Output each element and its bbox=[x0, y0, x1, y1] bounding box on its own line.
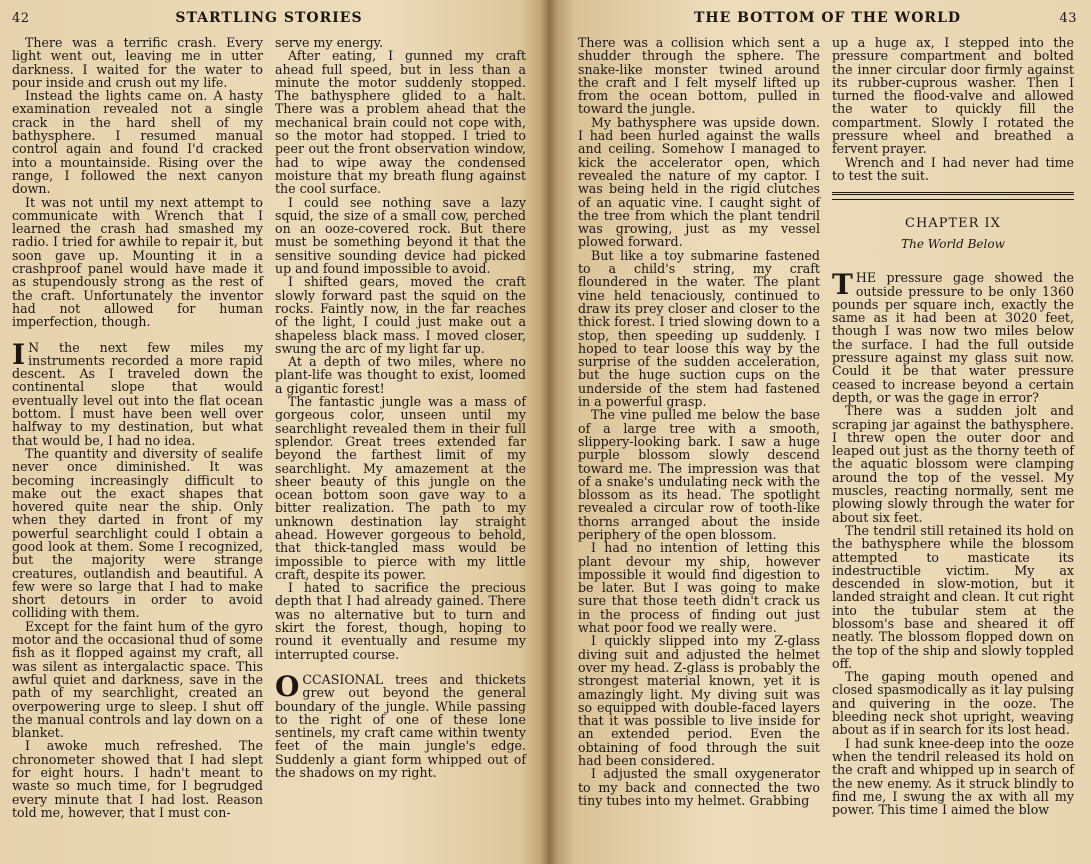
paragraph: There was a terrific crash. Every light went out, leaving me in utter darkness. I waited for the water to pour inside and crush out my life. bbox=[12, 35, 263, 90]
paragraph: There was a collision which sent a shudder through the sphere. The snake-like monster twined around the craft and I felt myself lifted up from the ocean bottom, pulled in toward the jungle. bbox=[578, 35, 820, 117]
drop-cap-paragraph bbox=[275, 669, 526, 781]
paragraph: Instead the lights came on. A hasty examination revealed not a single crack in the hard shell of my bathysphere. I resumed manual control again and found I'd cracked into a mountainside. Rising over the range, I followed the next canyon down. bbox=[12, 88, 263, 197]
paragraph: Except for the faint hum of the gyro motor and the occasional thud of some fish as it flopped against my craft, all was silent as intergalactic space. This awful quiet and darkness, save in the path of my searchlight, created an overpowering urge to sleep. I shut off the manual controls and lay down on a blanket. bbox=[12, 618, 263, 741]
paragraph: But like a toy submarine fastened to a child's string, my craft floundered in the water. The plant vine held tenaciously, continued to draw its prey closer and closer to the thick forest. I tried slowing down to a stop, then speeding up suddenly. I hoped to tear loose this way by the surprise of the sudden acceleration, but the huge suction cups on the underside of the stem had fastened in a powerful grasp. bbox=[578, 247, 820, 410]
paragraph: My bathysphere was upside down. I had been hurled against the walls and ceiling. Somehow I managed to kick the accelerator open, which revealed the nature of my captor. I was being held in the rigid clutches of an aquatic vine. I caught sight of the tree from which the plant tendril was growing, just as my vessel plowed forward. bbox=[578, 114, 820, 250]
paragraph: The tendril still retained its hold on the bathysphere while the blossom attempted to masticate its indestructible victim. My ax descended in slow-motion, but it landed straight and clean. It cut right into the tubular stem at the blossom's base and sheared it off neatly. The blossom flopped down on the top of the ship and slowly toppled off. bbox=[832, 522, 1074, 671]
right-page-number: 43 bbox=[1059, 11, 1077, 26]
paragraph: The quantity and diversity of sealife never once diminished. It was becoming increasingly difficult to make out the exact shapes that hovered quite near the ship. Only when they darted in front of my powerful searchlight could I obtain a good look at them. Some I recognized, but the majority were strange creatures, outlandish and beautiful. A few were so large that I had to make short detours in order to avoid colliding with them. bbox=[12, 445, 263, 621]
paragraph: I had no intention of letting this plant devour my ship, however impossible it would find digestion to be later. But I was going to make sure that those teeth didn't crack us in the process of finding out just what poor food we really were. bbox=[578, 540, 820, 636]
right-column-2 bbox=[832, 36, 1074, 816]
drop-cap-paragraph bbox=[12, 337, 263, 448]
drop-cap-text: CCASIONAL trees and thickets grew out beyond the general boundary of the jungle. While passing to the right of one of these lone sentinels, my craft came within twenty feet of the main jungle's edge. Suddenly a giant form whipped out of the shadows on my right. bbox=[275, 671, 526, 781]
paragraph: I quickly slipped into my Z-glass diving suit and adjusted the helmet over my head. Z-glass is probably the strongest material known, yet it is amazingly light. My diving suit was so equipped with double-faced layers that it was possible to live inside for an extended period. Even the obtaining of food through the suit had been considered. bbox=[578, 633, 820, 769]
paragraph: I had sunk knee-deep into the ooze when the tendril released its hold on the craft and whipped up in search of the new enemy. As it struck blindly to find me, I swung the ax with all my power. This time I aimed the blow bbox=[832, 735, 1074, 818]
chapter-rule bbox=[832, 192, 1074, 195]
paragraph: I shifted gears, moved the craft slowly forward past the squid on the rocks. Faintly now, in the far reaches of the light, I could just make out a shapeless black mass. I moved closer, swung the arc of my light far up. bbox=[275, 274, 526, 356]
paragraph: I hated to sacrifice the precious depth that I had already gained. There was no alternative but to turn and skirt the forest, though, hoping to round it eventually and resume my interrupted course. bbox=[275, 580, 526, 662]
paragraph: The gaping mouth opened and closed spasmodically as it lay pulsing and quivering in the ooze. The bleeding neck shot upright, weaving about as if in search for its lost head. bbox=[832, 669, 1074, 738]
left-column-1 bbox=[12, 36, 263, 819]
paragraph: The fantastic jungle was a mass of gorgeous color, unseen until my searchlight revealed them in their full splendor. Great trees extended far beyond the farthest limit of my searchlight. My amazement at the sheer beauty of this jungle on the ocean bottom soon gave way to a bitter realization. The path to my unknown destination lay straight ahead. However gorgeous to behold, that thick-tangled mass would be impossible to pierce with my little craft, despite its power. bbox=[275, 394, 526, 582]
chapter-rule bbox=[832, 199, 1074, 200]
paragraph: At a depth of two miles, where no plant-life was thought to exist, loomed a gigantic forest! bbox=[275, 354, 526, 396]
paragraph: up a huge ax, I stepped into the pressure compartment and bolted the inner circular door firmly against its rubber-cuprous washer. Then I turned the flood-valve and allowed the water to quickly fill the compartment. Slowly I rotated the pressure wheel and breathed a fervent prayer. bbox=[832, 35, 1074, 157]
paragraph: There was a sudden jolt and scraping jar against the bathysphere. I threw open the outer door and leaped out just as the thorny teeth of the aquatic blossom were clamping around the top of the vessel. My muscles, reacting normally, sent me plowing slowly through the water for about six feet. bbox=[832, 403, 1074, 525]
paragraph: The vine pulled me below the base of a large tree with a smooth, slippery-looking bark. I saw a huge purple blossom slowly descend toward me. The impression was that of a snake's undulating neck with the blossom as its head. The spotlight revealed a circular row of tooth-like thorns arranged about the inside periphery of the open blossom. bbox=[578, 407, 820, 542]
paragraph: I awoke much refreshed. The chronometer showed that I had slept for eight hours. I hadn't meant to waste so much time, for I begrudged every minute that I had lost. Reason told me, however, that I must con- bbox=[12, 738, 263, 820]
paragraph: I could see nothing save a lazy squid, the size of a small cow, perched on an ooze-covered rock. But there must be something beyond it that the sensitive sounding device had picked up and found impossible to avoid. bbox=[275, 194, 526, 277]
drop-cap-letter: O bbox=[275, 669, 300, 703]
left-page-number: 42 bbox=[12, 11, 30, 26]
chapter-heading: CHAPTER IX bbox=[905, 216, 1001, 232]
drop-cap-text: HE pressure gage showed the outside pressure to be only 1360 pounds per square inch, exactly the same as it had been at 3020 feet, though I was now two miles below the surface. I had the full outside pressure against my glass suit now. Could it be that water pressure ceased to increase beyond a certain depth, or was the gage in error? bbox=[832, 270, 1074, 405]
drop-cap-text: N the next few miles my instruments recorded a more rapid descent. As I traveled down the continental slope that would eventually level out into the flat ocean bottom. I must have been well over halfway to my destination, but what that would be, I had no idea. bbox=[12, 339, 263, 448]
drop-cap-paragraph bbox=[832, 268, 1074, 405]
drop-cap-letter: T bbox=[832, 268, 853, 302]
left-column-2 bbox=[275, 36, 526, 819]
paragraph: It was not until my next attempt to communicate with Wrench that I learned the crash had smashed my radio. I tried for awhile to repair it, but soon gave up. Mounting it in a crashproof panel would have made it as stupendously strong as the rest of the craft. Unfortunately the inventor had not allowed for human imperfection, though. bbox=[12, 194, 263, 330]
paragraph: Wrench and I had never had time to test the suit. bbox=[832, 154, 1074, 183]
right-running-head: THE BOTTOM OF THE WORLD bbox=[693, 10, 962, 26]
paragraph: I adjusted the small oxygenerator to my back and connected the two tiny tubes into my helmet. Grabbing bbox=[578, 766, 820, 808]
right-page-header bbox=[578, 10, 1077, 36]
left-running-head: STARTLING STORIES bbox=[175, 10, 363, 26]
paragraph: serve my energy. bbox=[275, 35, 384, 50]
right-column-1 bbox=[578, 36, 820, 816]
paragraph: After eating, I gunned my craft ahead full speed, but in less than a minute the motor suddenly stopped. The bathysphere glided to a halt. There was a problem ahead that the mechanical brain could not cope with, so the motor had stopped. I tried to peer out the front observation window, had to wipe away the condensed moisture that my breath flung against the cool surface. bbox=[275, 48, 526, 197]
chapter-title: The World Below bbox=[901, 237, 1005, 252]
left-page-header bbox=[12, 10, 526, 36]
drop-cap-letter: I bbox=[12, 337, 26, 371]
right-page bbox=[548, 0, 1091, 864]
